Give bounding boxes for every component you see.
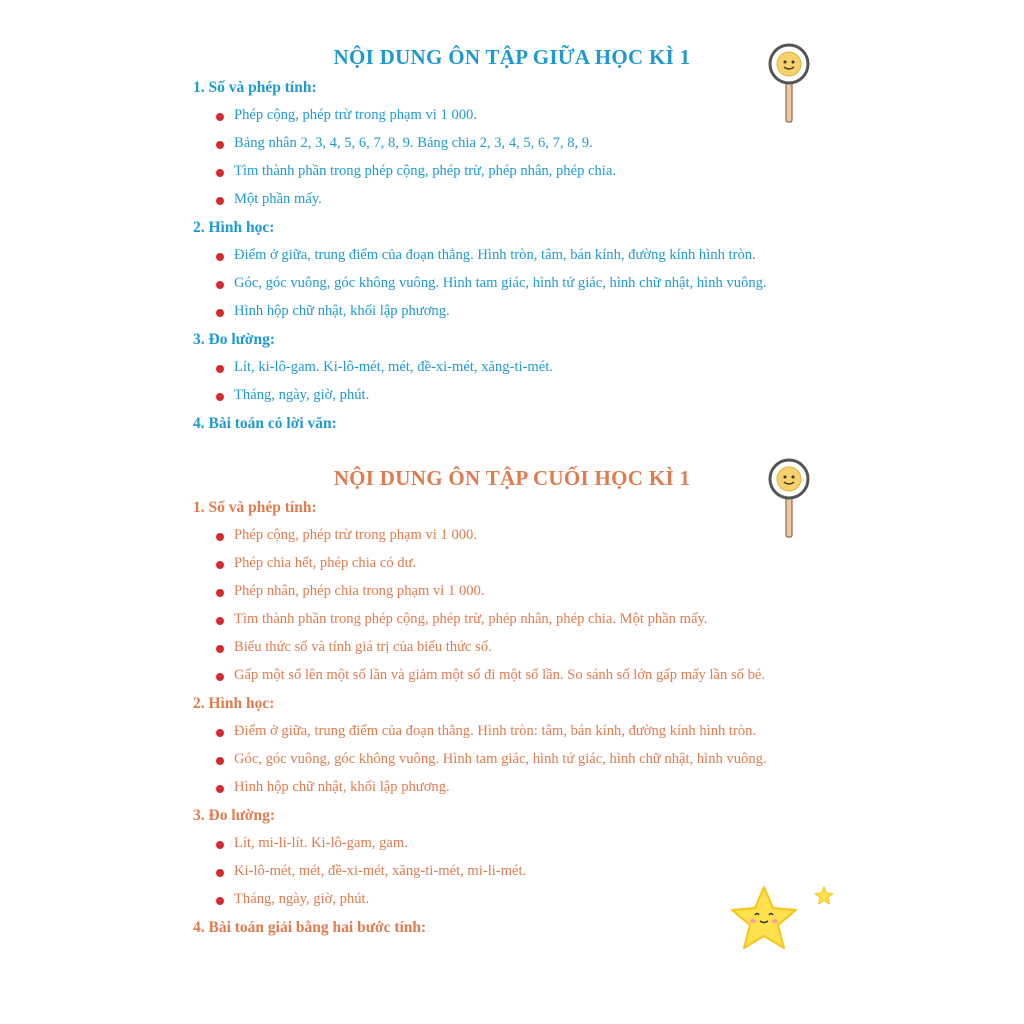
midterm-title: NỘI DUNG ÔN TẬP GIỮA HỌC KÌ 1 (333, 45, 691, 69)
final-heading-1: 1. Số và phép tính: (193, 499, 317, 516)
bullet-dot (216, 757, 224, 765)
bullet-dot (216, 785, 224, 793)
bullet-dot (216, 393, 224, 401)
bullet-dot (216, 253, 224, 261)
bullet-dot (216, 589, 224, 597)
bullet-dot (216, 617, 224, 625)
bullet-dot (216, 729, 224, 737)
final-heading-3: 3. Đo lường: (193, 807, 276, 824)
final-title: NỘI DUNG ÔN TẬP CUỐI HỌC KÌ 1 (333, 466, 691, 490)
bullet-dot (216, 841, 224, 849)
bullet-dot (216, 645, 224, 653)
final-heading-2: 2. Hình học: (193, 695, 275, 712)
bullet-dot (216, 113, 224, 121)
bullet-dot (216, 869, 224, 877)
final-heading-4: 4. Bài toán giải bằng hai bước tính: (193, 919, 427, 936)
lollipop-smiley-icon (766, 42, 812, 124)
smiling-star-icon (728, 884, 800, 952)
midterm-heading-4: 4. Bài toán có lời văn: (193, 415, 337, 432)
bullet-dot (216, 673, 224, 681)
midterm-heading-3: 3. Đo lường: (193, 331, 276, 348)
bullet-dot (216, 169, 224, 177)
lollipop-smiley-icon (766, 457, 812, 539)
bullet-dot (216, 309, 224, 317)
midterm-heading-2: 2. Hình học: (193, 219, 275, 236)
bullet-dot (216, 365, 224, 373)
bullet-dot (216, 141, 224, 149)
bullet-dot (216, 561, 224, 569)
bullet-dot (216, 281, 224, 289)
midterm-heading-1: 1. Số và phép tính: (193, 79, 317, 96)
small-star-icon (814, 886, 834, 905)
bullet-dot (216, 197, 224, 205)
bullet-dot (216, 897, 224, 905)
bullet-dot (216, 533, 224, 541)
